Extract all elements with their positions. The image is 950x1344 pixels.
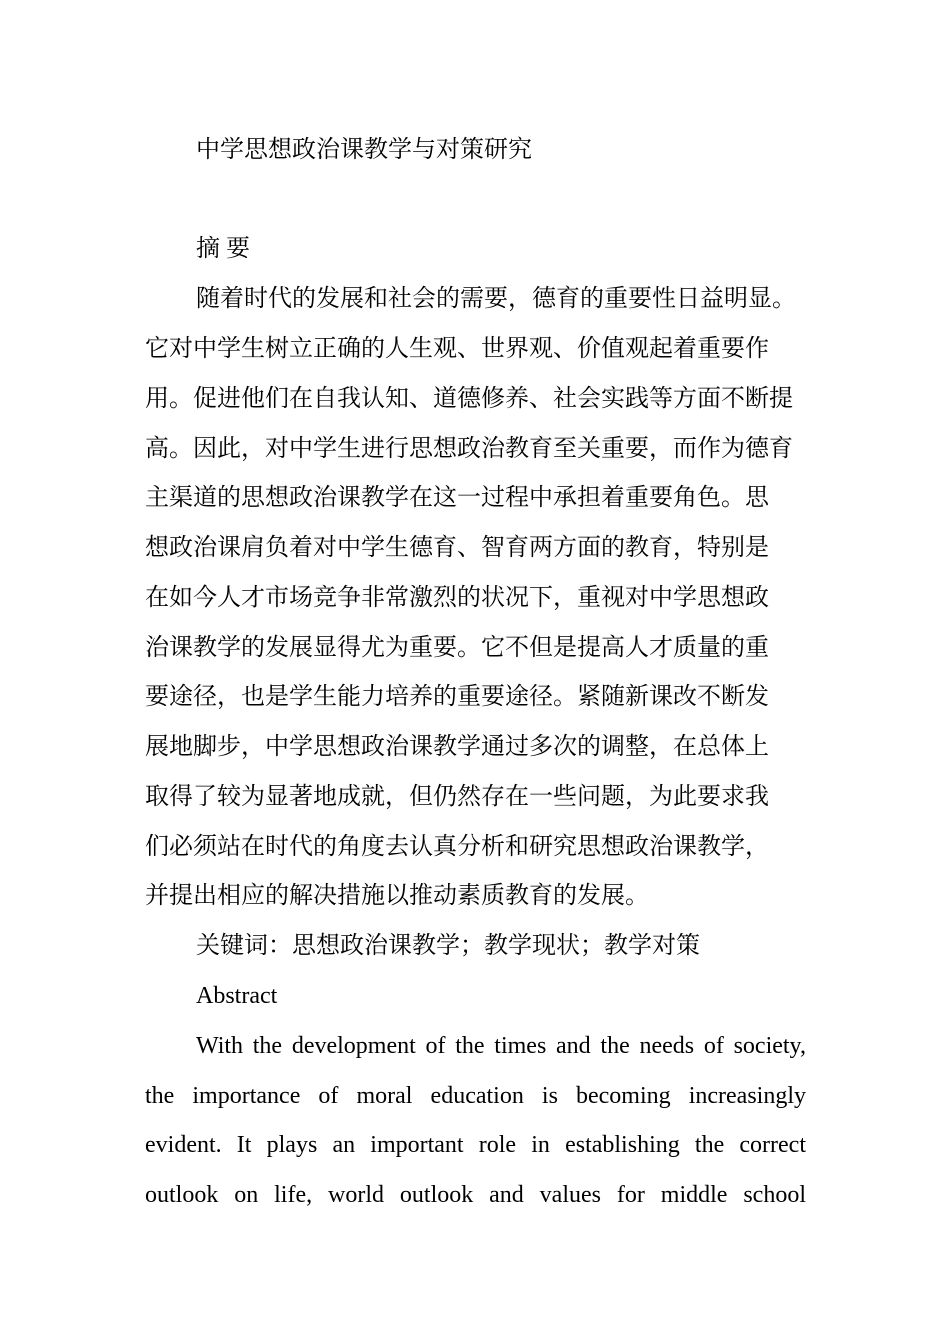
abstract-cn-heading: 摘 要 <box>196 236 250 262</box>
abstract-cn-line: 主渠道的思想政治课教学在这一过程中承担着重要角色。思 <box>145 485 769 511</box>
abstract-cn-line: 用。促进他们在自我认知、道德修养、社会实践等方面不断提 <box>145 386 793 412</box>
abstract-cn-line: 随着时代的发展和社会的需要，德育的重要性日益明显。 <box>196 286 796 312</box>
abstract-cn-line: 并提出相应的解决措施以推动素质教育的发展。 <box>145 883 649 909</box>
abstract-cn-line: 们必须站在时代的角度去认真分析和研究思想政治课教学， <box>145 834 769 860</box>
abstract-cn-line: 高。因此，对中学生进行思想政治教育至关重要，而作为德育 <box>145 436 793 462</box>
abstract-cn-line: 在如今人才市场竞争非常激烈的状况下，重视对中学思想政 <box>145 585 769 611</box>
abstract-cn-line: 展地脚步，中学思想政治课教学通过多次的调整，在总体上 <box>145 734 769 760</box>
keywords-cn: 关键词：思想政治课教学；教学现状；教学对策 <box>196 933 700 959</box>
abstract-en-heading: Abstract <box>196 983 278 1009</box>
document-title: 中学思想政治课教学与对策研究 <box>196 137 532 163</box>
abstract-cn-line: 它对中学生树立正确的人生观、世界观、价值观起着重要作 <box>145 336 769 362</box>
abstract-cn-line: 治课教学的发展显得尤为重要。它不但是提高人才质量的重 <box>145 635 769 661</box>
abstract-cn-line: 想政治课肩负着对中学生德育、智育两方面的教育，特别是 <box>145 535 769 561</box>
abstract-en-line: outlook on life, world outlook and values for middle school <box>145 1182 806 1208</box>
abstract-cn-line: 要途径，也是学生能力培养的重要途径。紧随新课改不断发 <box>145 684 769 710</box>
abstract-en-line: With the development of the times and the needs of society, <box>196 1033 806 1059</box>
abstract-cn-line: 取得了较为显著地成就，但仍然存在一些问题，为此要求我 <box>145 784 769 810</box>
abstract-en-line: evident. It plays an important role in establishing the correct <box>145 1132 806 1158</box>
abstract-en-line: the importance of moral education is becoming increasingly <box>145 1083 806 1109</box>
